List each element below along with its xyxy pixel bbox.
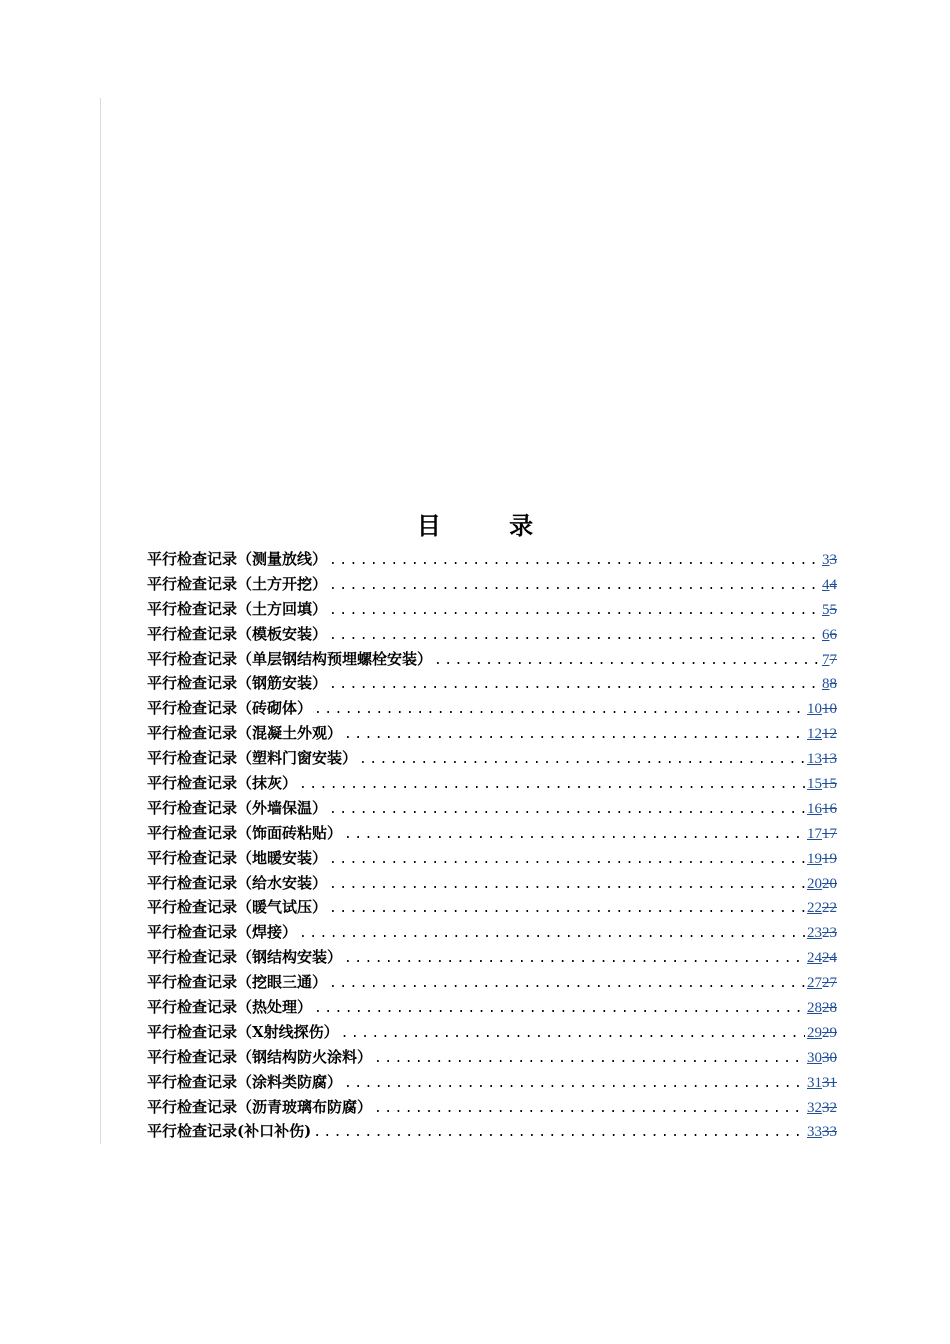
toc-leader bbox=[359, 748, 805, 773]
toc-entry-label: 平行检查记录(补口补伤) bbox=[147, 1122, 312, 1141]
toc-page-number[interactable] bbox=[822, 623, 837, 648]
toc-page-number[interactable] bbox=[807, 747, 837, 772]
toc-entry[interactable] bbox=[147, 871, 837, 896]
toc-entry[interactable] bbox=[147, 746, 837, 771]
toc-entry[interactable] bbox=[147, 647, 837, 672]
page-number-deleted: 10 bbox=[822, 701, 837, 718]
page-number-inserted: 5 bbox=[822, 601, 830, 618]
toc-leader bbox=[314, 997, 805, 1022]
toc-page-number[interactable] bbox=[822, 573, 837, 598]
page-number-inserted: 20 bbox=[807, 875, 822, 892]
toc-leader bbox=[344, 947, 805, 972]
toc-entry[interactable] bbox=[147, 945, 837, 970]
toc-page-number[interactable] bbox=[807, 1071, 837, 1096]
toc-entry-label: 平行检查记录（焊接） bbox=[147, 923, 298, 942]
toc-entry[interactable] bbox=[147, 846, 837, 871]
toc-page-number[interactable] bbox=[807, 1021, 837, 1046]
toc-entry-label: 平行检查记录（钢结构防火涂料） bbox=[147, 1047, 373, 1066]
page-number-inserted: 7 bbox=[822, 651, 830, 668]
page-number-inserted: 6 bbox=[822, 626, 830, 643]
page-number-inserted: 4 bbox=[822, 576, 830, 593]
toc-leader bbox=[434, 649, 820, 674]
page-number-deleted: 15 bbox=[822, 776, 837, 793]
page-number-inserted: 10 bbox=[807, 701, 822, 718]
toc-page-number[interactable] bbox=[807, 797, 837, 822]
page-number-inserted: 30 bbox=[807, 1049, 822, 1066]
toc-page-number[interactable] bbox=[807, 996, 837, 1021]
page-number-inserted: 29 bbox=[807, 1024, 822, 1041]
page-number-deleted: 7 bbox=[829, 651, 837, 668]
toc-entry[interactable] bbox=[147, 970, 837, 995]
toc-page-number[interactable] bbox=[822, 548, 837, 573]
page-number-inserted: 31 bbox=[807, 1074, 822, 1091]
toc-entry-label: 平行检查记录（混凝土外观） bbox=[147, 724, 343, 743]
page-number-deleted: 33 bbox=[822, 1124, 837, 1141]
toc-title: 目 录 bbox=[416, 511, 564, 540]
toc-entry-label: 平行检查记录（给水安装） bbox=[147, 873, 328, 892]
page-number-deleted: 23 bbox=[822, 925, 837, 942]
toc-page-number[interactable] bbox=[807, 847, 837, 872]
toc-leader bbox=[299, 922, 805, 947]
page-number-deleted: 22 bbox=[822, 900, 837, 917]
toc-entry-label: 平行检查记录（钢筋安装） bbox=[147, 674, 328, 693]
toc-entry-label: 平行检查记录（钢结构安装） bbox=[147, 948, 343, 967]
page-number-deleted: 5 bbox=[829, 601, 837, 618]
toc-leader bbox=[329, 798, 805, 823]
toc-entry-label: 平行检查记录（抹灰） bbox=[147, 774, 298, 793]
page-number-deleted: 8 bbox=[829, 676, 837, 693]
toc-leader bbox=[329, 624, 820, 649]
page-number-deleted: 19 bbox=[822, 850, 837, 867]
toc-leader bbox=[313, 1121, 805, 1146]
toc-entry[interactable] bbox=[147, 995, 837, 1020]
toc-entry[interactable] bbox=[147, 622, 837, 647]
page-number-inserted: 19 bbox=[807, 850, 822, 867]
page-number-inserted: 22 bbox=[807, 900, 822, 917]
toc-entry[interactable] bbox=[147, 721, 837, 746]
toc-leader bbox=[329, 549, 820, 574]
toc-leader bbox=[329, 873, 805, 898]
toc-leader bbox=[329, 848, 805, 873]
toc-entry[interactable] bbox=[147, 696, 837, 721]
toc-entry-label: 平行检查记录（单层钢结构预埋螺栓安装） bbox=[147, 649, 433, 668]
toc-entry-label: 平行检查记录（地暖安装） bbox=[147, 848, 328, 867]
toc-leader bbox=[329, 574, 820, 599]
page-number-inserted: 24 bbox=[807, 950, 822, 967]
toc-leader bbox=[344, 823, 805, 848]
page-number-deleted: 29 bbox=[822, 1024, 837, 1041]
page-number-deleted: 17 bbox=[822, 825, 837, 842]
toc-leader bbox=[314, 698, 805, 723]
toc-page-number[interactable] bbox=[807, 822, 837, 847]
toc-leader bbox=[341, 1022, 805, 1047]
toc-page-number[interactable] bbox=[807, 1120, 837, 1145]
toc-entry[interactable] bbox=[147, 572, 837, 597]
page-number-deleted: 20 bbox=[822, 875, 837, 892]
page-number-inserted: 17 bbox=[807, 825, 822, 842]
page-number-deleted: 4 bbox=[829, 576, 837, 593]
page-number-inserted: 3 bbox=[822, 552, 830, 568]
page-number-deleted: 3 bbox=[829, 552, 837, 568]
page-number-inserted: 28 bbox=[807, 1000, 822, 1017]
toc-entry-label: 平行检查记录（土方回填） bbox=[147, 599, 328, 618]
toc-page-number[interactable] bbox=[807, 697, 837, 722]
toc-leader bbox=[344, 723, 805, 748]
toc-entry[interactable] bbox=[147, 796, 837, 821]
toc-page-number[interactable] bbox=[822, 598, 837, 623]
page-number-deleted: 6 bbox=[829, 626, 837, 643]
toc-page-number[interactable] bbox=[807, 1046, 837, 1071]
page-number-deleted: 16 bbox=[822, 800, 837, 817]
page-number-deleted: 13 bbox=[822, 751, 837, 768]
page-number-inserted: 16 bbox=[807, 800, 822, 817]
toc-entry-label: 平行检查记录（土方开挖） bbox=[147, 574, 328, 593]
page-number-inserted: 8 bbox=[822, 676, 830, 693]
toc-leader bbox=[329, 897, 805, 922]
toc-entry-label: 平行检查记录（热处理） bbox=[147, 998, 313, 1017]
toc-entry[interactable] bbox=[147, 1070, 837, 1095]
toc-entry-label: 平行检查记录（测量放线） bbox=[147, 550, 328, 568]
toc-page-number[interactable] bbox=[807, 971, 837, 996]
toc-leader bbox=[329, 599, 820, 624]
page-number-inserted: 13 bbox=[807, 751, 822, 768]
toc-entry-label: 平行检查记录（模板安装） bbox=[147, 624, 328, 643]
toc-entry-label: 平行检查记录（沥青玻璃布防腐） bbox=[147, 1097, 373, 1116]
page-number-deleted: 30 bbox=[822, 1049, 837, 1066]
toc-entry[interactable] bbox=[147, 1045, 837, 1070]
page-number-inserted: 32 bbox=[807, 1099, 822, 1116]
page-number-inserted: 15 bbox=[807, 776, 822, 793]
toc-page-number[interactable] bbox=[807, 722, 837, 747]
page-number-deleted: 12 bbox=[822, 726, 837, 743]
toc-leader bbox=[374, 1097, 805, 1122]
toc-leader bbox=[329, 972, 805, 997]
toc-entry[interactable] bbox=[147, 1020, 837, 1045]
toc-entry[interactable] bbox=[147, 671, 837, 696]
toc-page-number[interactable] bbox=[807, 946, 837, 971]
toc-page-number[interactable] bbox=[822, 648, 837, 673]
page-number-deleted: 24 bbox=[822, 950, 837, 967]
toc-page-number[interactable] bbox=[807, 921, 837, 946]
toc-page-number[interactable] bbox=[807, 772, 837, 797]
toc-entry-label: 平行检查记录（外墙保温） bbox=[147, 798, 328, 817]
toc-leader bbox=[299, 773, 805, 798]
toc-page-number[interactable] bbox=[807, 1096, 837, 1121]
toc-page-number[interactable] bbox=[822, 672, 837, 697]
toc-entry[interactable] bbox=[147, 821, 837, 846]
toc-leader bbox=[344, 1072, 805, 1097]
page-number-inserted: 33 bbox=[807, 1124, 822, 1141]
toc-leader bbox=[329, 673, 820, 698]
toc-entry[interactable] bbox=[147, 1095, 837, 1120]
toc-entry[interactable] bbox=[147, 920, 837, 945]
toc-page-number[interactable] bbox=[807, 896, 837, 921]
page-number-deleted: 31 bbox=[822, 1074, 837, 1091]
toc-entry-label: 平行检查记录（涂料类防腐） bbox=[147, 1072, 343, 1091]
toc-entry[interactable] bbox=[147, 771, 837, 796]
page-number-deleted: 32 bbox=[822, 1099, 837, 1116]
page-number-inserted: 23 bbox=[807, 925, 822, 942]
toc-page-number[interactable] bbox=[807, 872, 837, 897]
toc-entry-label: 平行检查记录（挖眼三通） bbox=[147, 973, 328, 992]
page-number-inserted: 12 bbox=[807, 726, 822, 743]
toc-leader bbox=[374, 1047, 805, 1072]
toc-entry-label: 平行检查记录（饰面砖粘贴） bbox=[147, 823, 343, 842]
toc-entry-label: 平行检查记录（塑料门窗安装） bbox=[147, 749, 358, 768]
toc-entry-label: 平行检查记录（暖气试压） bbox=[147, 898, 328, 917]
toc-entry-label: 平行检查记录（X射线探伤） bbox=[147, 1022, 339, 1041]
toc-entry[interactable] bbox=[147, 547, 837, 572]
toc-entry-label: 平行检查记录（砖砌体） bbox=[147, 699, 313, 718]
page-number-deleted: 28 bbox=[822, 1000, 837, 1017]
toc-entry[interactable] bbox=[147, 895, 837, 920]
page-number-deleted: 27 bbox=[822, 975, 837, 992]
toc-entry[interactable] bbox=[147, 1119, 837, 1144]
page-number-inserted: 27 bbox=[807, 975, 822, 992]
page-margin-line bbox=[100, 98, 101, 1144]
toc-entry[interactable] bbox=[147, 597, 837, 622]
toc-list bbox=[147, 547, 837, 1144]
